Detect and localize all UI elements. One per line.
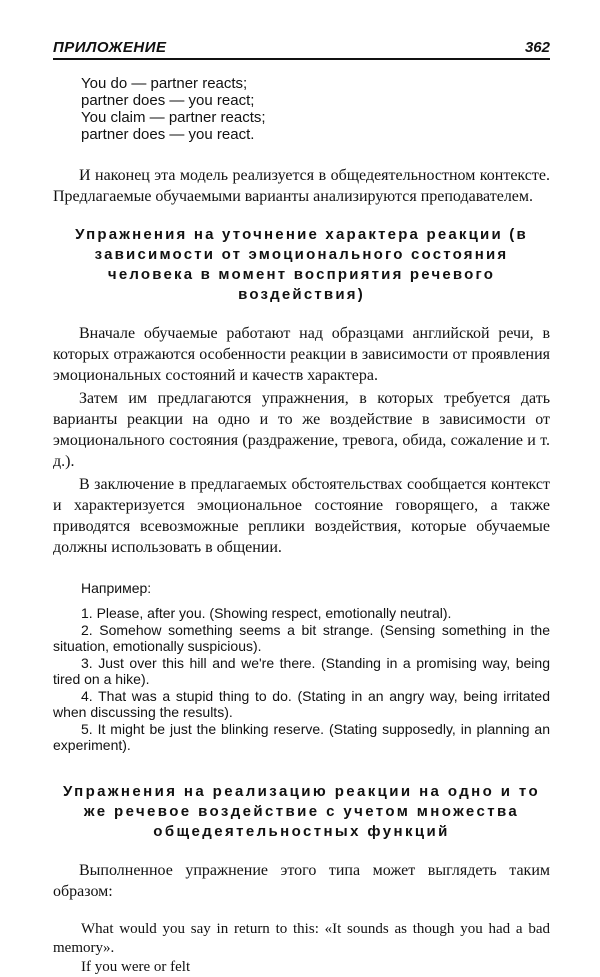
example-item: 1. Please, after you. (Showing respect, emotionally neutral). — [81, 605, 452, 621]
body-paragraph: Выполненное упражнение этого типа может выглядеть таким образом: — [53, 861, 550, 900]
dialog-line: partner does — you react. — [81, 126, 255, 143]
intro-paragraph: И наконец эта модель реализуется в общедеятельностном контексте. Предлагаемые обучаемыми варианты анализируются преподавателем. — [53, 167, 550, 205]
running-header — [53, 30, 550, 56]
dialog-line: partner does — you react; — [81, 92, 255, 109]
english-exercise — [53, 920, 550, 977]
body-paragraph: В заключение в предлагаемых обстоятельствах сообщается контекст и характеризуется эмоциональное состояние говорящего, а также приводятся всевозможные реплики воздействия, которые обучаемые должны использовать в общении. — [53, 476, 550, 556]
book-page — [53, 30, 550, 977]
example-item: 3. Just over this hill and we're there. (Standing in a promising way, being tired on a hike). — [53, 654, 550, 687]
dialog-line: You do — partner reacts; — [81, 75, 248, 92]
example-intro: Например: — [81, 580, 152, 596]
body-paragraph: Затем им предлагаются упражнения, в которых требуется дать варианты реакции на одно и то же воздействие в зависимости от эмоционального состояния (раздражение, тревога, обида, сожаление и т. д.). — [53, 390, 550, 470]
body-paragraph: Вначале обучаемые работают над образцами английской речи, в которых отражаются особенности реакции в зависимости от проявления эмоциональных состояний и качеств характера. — [53, 325, 550, 384]
section-heading-reaction-implementation: Упражнения на реализацию реакции на одно и то же речевое воздействие с учетом множества общедеятельностных функций — [62, 782, 541, 840]
exercise-line: What would you say in return to this: «It sounds as though you had a bad memory». — [53, 920, 550, 956]
example-item: 4. That was a stupid thing to do. (Stating in an angry way, being irritated when discussing the results). — [53, 687, 550, 720]
header-rule — [53, 58, 550, 60]
page-number: 362 — [524, 39, 550, 56]
example-list — [53, 605, 550, 754]
example-item: 5. It might be just the blinking reserve. (Stating supposedly, in planning an experiment). — [53, 720, 550, 753]
exercise-line: If you were or felt — [81, 958, 191, 975]
running-title: ПРИЛОЖЕНИЕ — [53, 39, 167, 56]
dialog-line: You claim — partner reacts; — [81, 109, 266, 126]
example-item: 2. Somehow something seems a bit strange. (Sensing something in the situation, emotionally suspicious). — [53, 621, 550, 654]
section-heading-reaction-character: Упражнения на уточнение характера реакции (в зависимости от эмоционального состояния человека в момент восприятия речевого воздействия) — [75, 226, 528, 303]
dialog-pattern — [81, 75, 550, 143]
